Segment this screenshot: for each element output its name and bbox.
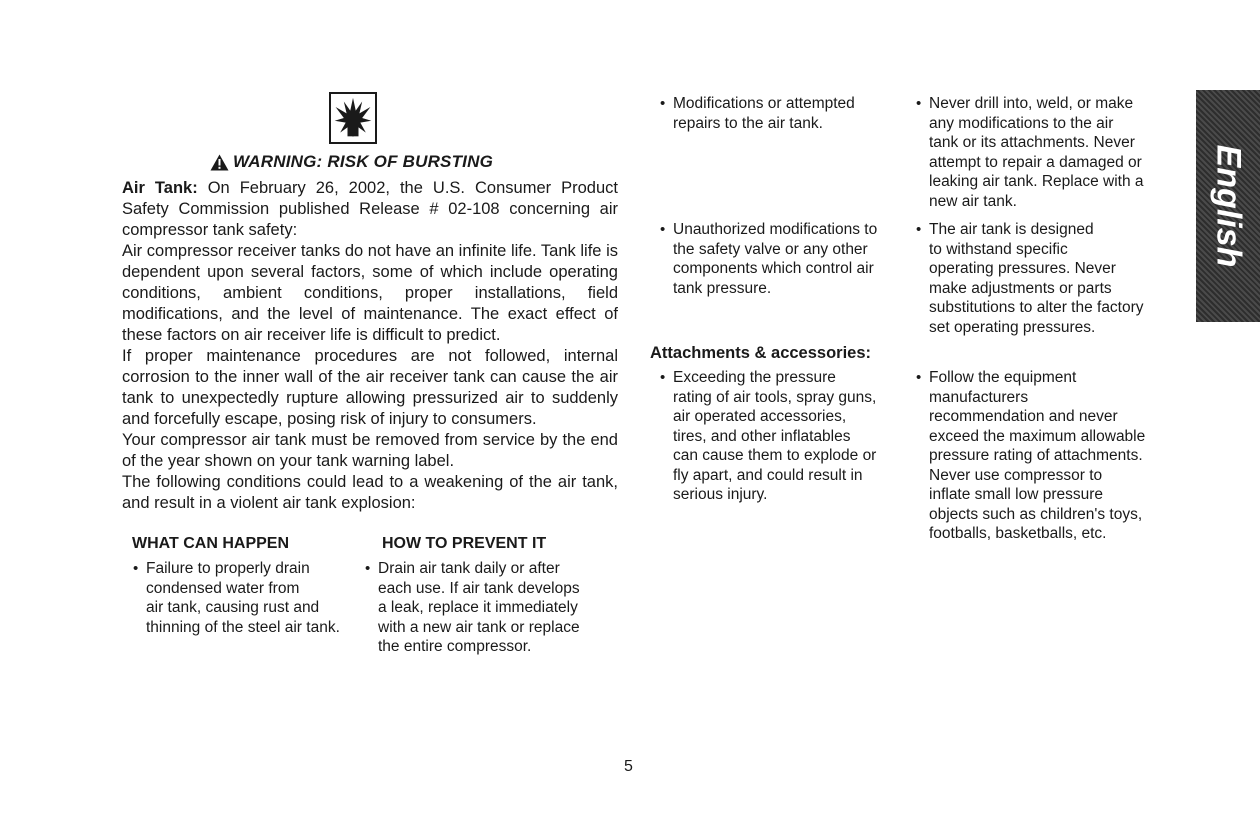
intro-paragraph-1: Air Tank: On February 26, 2002, the U.S. Consumer Product Safety Commission published Release # 02-108 concerning air compressor tank safety: [122, 179, 618, 239]
bullet-icon: • [916, 95, 922, 112]
language-tab [1196, 90, 1260, 322]
attachments-heading: Attachments & accessories: [650, 344, 872, 362]
bullet-icon: • [916, 221, 922, 238]
hazard-valve: • Unauthorized modifications to the safety valve or any other components which control air tank pressure. [660, 221, 878, 297]
bullet-icon: • [660, 95, 666, 112]
what-can-happen-heading: WHAT CAN HAPPEN [132, 535, 290, 552]
warning-triangle-icon [210, 154, 229, 171]
intro-lead: Air Tank: [122, 179, 198, 197]
hazard-attachments: • Exceeding the pressure rating of air tools, spray guns, air operated accessories, tires, and other inflatables can cause them to explode or fly apart, and could result in serious injury. [660, 369, 877, 503]
exploding-tank-icon [329, 92, 377, 144]
hazard-modify: • Modifications or attempted repairs to the air tank. [660, 95, 855, 132]
bullet-icon: • [660, 221, 666, 238]
warning-title-text: WARNING: RISK OF BURSTING [233, 152, 493, 171]
bullet-icon: • [133, 560, 139, 577]
how-to-prevent-heading: HOW TO PREVENT IT [382, 535, 547, 552]
bullet-icon: • [916, 369, 922, 386]
bullet-icon: • [660, 369, 666, 386]
bullet-icon: • [365, 560, 371, 577]
intro-text [122, 178, 618, 514]
intro-paragraph-3: If proper maintenance procedures are not followed, internal corrosion to the inner wall of the air receiver tank can cause the air tank to unexpectedly rupture allowing pressurized air to suddenly and forcefully escape, posing risk of injury to consumers. [122, 347, 618, 428]
prevention-valve: • The air tank is designed to withstand specific operating pressures. Never make adjustments or parts substitutions to alter the factory set operating pressures. [916, 221, 1144, 336]
prevention-modify: • Never drill into, weld, or make any modifications to the air tank or its attachments. Never attempt to repair a damaged or leaking air tank. Replace with a new air tank. [916, 95, 1144, 210]
intro-paragraph-5: The following conditions could lead to a weakening of the air tank, and result in a violent air tank explosion: [122, 473, 618, 512]
prevention-drain: • Drain air tank daily or after each use. If air tank develops a leak, replace it immediately with a new air tank or replace the entire compressor. [365, 560, 580, 655]
language-tab-label: English [1209, 144, 1248, 268]
intro-paragraph-4: Your compressor air tank must be removed from service by the end of the year shown on your tank warning label. [122, 431, 618, 470]
page-number: 5 [624, 758, 633, 775]
intro-paragraph-2: Air compressor receiver tanks do not have an infinite life. Tank life is dependent upon several factors, some of which include operating conditions, ambient conditions, proper installations, field modifications, and the level of maintenance. The exact effect of these factors on air receiver life is difficult to predict. [122, 242, 618, 344]
warning-title [210, 152, 493, 172]
prevention-attachments: • Follow the equipment manufacturers recommendation and never exceed the maximum allowable pressure rating of attachments. Never use compressor to inflate small low pressure objects such as children's toys, footballs, basketballs, etc. [916, 369, 1146, 542]
hazard-drain: • Failure to properly drain condensed water from air tank, causing rust and thinning of the steel air tank. [133, 560, 340, 636]
